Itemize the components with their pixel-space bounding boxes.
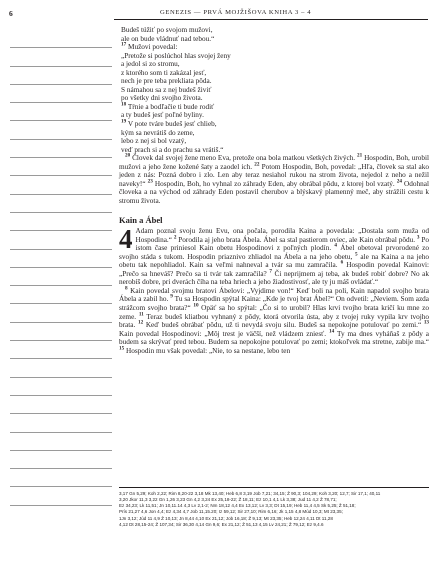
note-line <box>10 195 112 213</box>
note-line <box>10 48 112 66</box>
poem-line: Budeš túžiť po svojom mužovi, <box>121 26 213 34</box>
verse-number: 6 <box>340 259 344 266</box>
note-line <box>10 359 112 377</box>
poem-line: kým sa nevrátiš do zeme, <box>121 128 195 137</box>
verse-number: 20 <box>125 152 131 159</box>
verse-text: Keď budeš obrábať pôdu, už ti nevydá svoju silu. Budeš sa nepokojne potulovať po zemi.“ <box>145 321 422 330</box>
verse-number: 3 <box>416 234 420 241</box>
note-line <box>10 323 112 341</box>
note-line <box>10 341 112 359</box>
poem-line: „Pretože si poslúchol hlas svojej ženy <box>121 51 231 60</box>
verse-text: Potom Hospodin, Boh, povedal: „Hľa, človek sa stal ako jeden z nás: Pozná dobro i zlo. Len aby teraz nesiahol rukou na strom života, nejedol z neho a nežil naveky!“ <box>119 162 430 188</box>
verse-text: Odohnal človeka a na východ od záhrady Eden postavil cherubov a blýskavý plamenný meč, aby strážili cestu k stromu života. <box>119 179 430 205</box>
verse-number: 24 <box>396 178 402 185</box>
verse-number: 4 <box>334 242 338 249</box>
note-line <box>10 451 112 469</box>
note-line <box>10 85 112 103</box>
verse-text: Mužovi povedal: <box>128 43 178 52</box>
note-line <box>10 433 112 451</box>
verse-text: Po istom čase priniesol Kain obetu Hospodinovi z poľných plodín. <box>135 235 430 253</box>
note-line <box>10 487 112 505</box>
prose-paragraph <box>119 287 429 355</box>
section-title: Kain a Ábel <box>119 215 163 226</box>
poem-line: nech je pre teba prekliata pôda. <box>121 77 212 86</box>
verse-number: 10 <box>193 302 199 309</box>
poem-line <box>119 103 429 112</box>
verse-text: Hospodin, Boh, ho vyhnal zo záhrady Eden, aby obrábal pôdu, z ktorej bol vzatý. <box>154 179 395 188</box>
verse-text: Tu sa Hospodin spýtal Kaina: „Kde je tvoj brat Ábel?“ On odvetil: „Neviem. Som azda strážcom svojho brata?“ <box>119 295 430 312</box>
note-line <box>10 286 112 304</box>
cross-reference-line: 1Jn 3,12; Júd 11 4,9 Ž 10,13; Jn 8,44 4,10 Ex 21,12; Job 16,18; Ž 9,13; Mt 23,35; Heb 12,24 4,11 Dt 11,28 <box>119 515 333 521</box>
note-line <box>10 231 112 249</box>
page-number: 6 <box>9 9 13 18</box>
verse-text: Hospodin mu však povedal: „Nie, to sa nestane, lebo ten <box>126 346 291 355</box>
verse-text: Tŕnie a bodľačie ti bude rodiť <box>127 102 215 111</box>
verse-number: 18 <box>121 101 127 108</box>
note-line <box>10 378 112 396</box>
note-line <box>10 67 112 85</box>
cross-reference-line: 4,12 Dt 28,15-24; Ž 107,34; Sir 36,30 4,14 Gn 9,6; Ex 21,12; Ž 51,13 4,15 Lv 24,21; Ž 79,12; Ez 9,4.6 <box>119 521 324 527</box>
poem-line <box>119 43 429 52</box>
cross-references-rule <box>119 487 429 488</box>
verse-text: ale na Kaina a na jeho obetu tak nepohliadol. Kain sa veľmi nahneval a tvár sa mu zamračila. <box>119 252 429 270</box>
verse-text: Hospodin, Boh, urobil mužovi a jeho žene kožené šaty a zaodel ich. <box>119 154 430 171</box>
verse-number: 2 <box>173 234 177 241</box>
poem-line: veď prach si a do prachu sa vrátiš.“ <box>121 145 224 154</box>
poem-line: z ktorého som ti zakázal jesť, <box>121 68 207 77</box>
note-line <box>10 396 112 414</box>
note-line <box>10 103 112 121</box>
note-line <box>10 469 112 487</box>
verse-number: 22 <box>254 161 260 168</box>
verse-number: 9 <box>170 294 173 300</box>
poem-line: ale on bude vládnuť nad tebou.“ <box>121 34 215 43</box>
verse-number: 11 <box>138 311 144 318</box>
verse-number: 5 <box>355 251 358 258</box>
verse-number: 23 <box>147 178 153 185</box>
verse-text: Adam poznal svoju ženu Evu, ona počala, porodila Kaina a povedala: „Dostala som muža od Hospodina.“ <box>135 227 429 244</box>
verse-text: V pote tváre budeš jesť chlieb, <box>127 120 217 129</box>
verse-text: Opäť sa ho spýtal: „Čo si to urobil? Hlas krvi tvojho brata kričí ku mne zo zeme. <box>119 303 430 321</box>
verse-number: 14 <box>329 328 335 335</box>
note-line <box>10 121 112 139</box>
chapter-number: 4 <box>119 224 133 255</box>
cross-reference-line: 3,20 Jkor 11,3 3,22 Gn 1,26 3,23 Gn 4,2 3,24 Ex 25,18-22; Ž 18,11; Ez 10,1 4,1 Lk 3,38; Jud 11 4,2 Ž 78,71; <box>119 497 337 503</box>
poem-line: po všetky dni svojho života. <box>121 94 203 103</box>
note-line <box>10 304 112 322</box>
verse-number: 7 <box>269 268 272 275</box>
verse-text: Ty ma dnes vyháňaš z pôdy a budem sa skrývať pred tebou. Budem sa nepokojne potulovať po zemi; ktokoľvek ma stretne, zabije ma.“ <box>119 329 430 347</box>
main-text <box>119 26 429 355</box>
notes-lines <box>10 30 112 506</box>
verse-number: 8 <box>125 285 128 292</box>
note-line <box>10 140 112 158</box>
poem-line: a jedol si zo stromu, <box>121 60 180 69</box>
verse-text: Kain povedal svojmu bratovi Ábelovi: „Vyjdime von!“ Keď boli na poli, Kain napadol svojho brata Ábela a zabil ho. <box>119 286 429 304</box>
note-line <box>10 414 112 432</box>
verse-text: Človek dal svojej žene meno Eva, pretože ona bola matkou všetkých živých. <box>132 154 356 163</box>
poem-line <box>119 120 429 129</box>
verse-text: Ábel obetoval prvorodené zo svojho stáda s tukom. Hospodin priaznivo zhliadol na Ábela a na jeho obetu, <box>119 244 430 261</box>
verse-number: 21 <box>357 152 363 159</box>
verse-number: 13 <box>423 319 430 326</box>
poem-line: lebo z nej si bol vzatý, <box>121 137 187 146</box>
cross-reference-line: Prís 21,27 4,6 Jon 4,4; Ez 4,34 4,7 Job 11,15.20; Iz 59,12; Sir 27,10; Rim 6,16; Jk 1,15 4,8 Múd 10,3; Mt 23,35; <box>119 509 343 515</box>
note-line <box>10 213 112 231</box>
poem-line: a ty budeš jesť poľné byliny. <box>121 111 204 120</box>
header-rule <box>114 19 428 20</box>
verse-text: Hospodin povedal Kainovi: „Prečo sa hneváš? Prečo sa ti tvár tak zamračila? <box>119 261 429 278</box>
running-head: GENEZIS — PRVÁ MOJŽIŠOVA KNIHA 3 – 4 <box>160 9 312 16</box>
note-line <box>10 176 112 194</box>
cross-references <box>119 491 431 528</box>
prose-paragraph <box>119 154 429 205</box>
poem-block-1 <box>119 26 429 154</box>
verse-text: Teraz budeš kliatbou vyhnaný z pôdy, ktorá otvorila ústa, aby z tvojej ruky vypila krv tvojho brata. <box>119 312 430 330</box>
verse-number: 15 <box>119 345 125 352</box>
note-line <box>10 250 112 268</box>
cross-reference-line: Ez 34,23; Lk 11,51; Jn 10,11.14 4,3 Lv 2,1-2; Nm 18,12 4,4 Ex 13,12; Lv 3,3; Dt 15,19; Heb 11,4 4,5 Sk 5,25; Ž 51,18; <box>119 503 356 509</box>
note-line <box>10 158 112 176</box>
chapter-opening-paragraph <box>119 224 430 287</box>
verse-number: 19 <box>121 118 127 125</box>
verse-number: 17 <box>121 41 127 48</box>
note-line <box>10 30 112 48</box>
cross-reference-line: 3,17 Gn 5,29; Koh 2,22; Rim 8,20-22 3,18 Mk 13,40; Heb 6,8 3,19 Job 7,21; 34,15; Ž 90,3; 104,29; Koh 3,20; 12,7; Sir 17,1; 40,11 <box>119 491 381 496</box>
note-line <box>10 268 112 286</box>
poem-line: S námahou sa z nej budeš živiť <box>121 85 212 94</box>
verse-number: 12 <box>137 319 144 326</box>
verse-text: Porodila aj jeho brata Ábela. Ábel sa stal pastierom oviec, ale Kain obrábal pôdu. <box>178 235 416 244</box>
verse-text: Kain povedal Hospodinovi: „Môj trest je väčší, než vládzem zniesť. <box>119 329 327 338</box>
verse-text: Či neprijmem aj teba, ak budeš robiť dobre? No ak nerobíš dobre, pri dverách číha na teba hriech a jeho žiadostivosť, ale ty ju máš ovládať.“ <box>119 269 430 287</box>
